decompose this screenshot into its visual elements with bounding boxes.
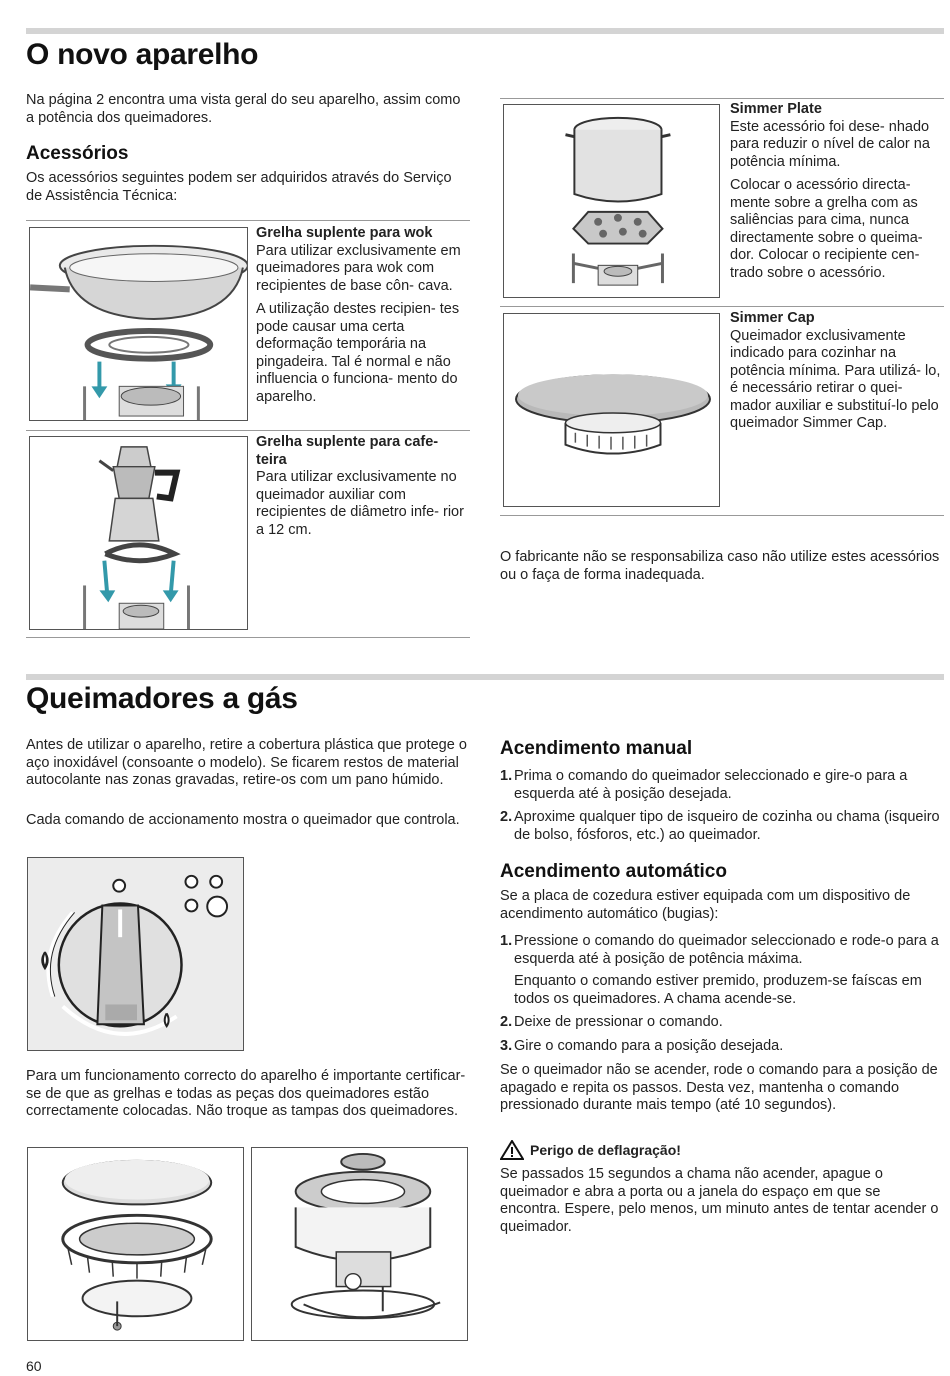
section-rule-gas [26,674,944,680]
auto-step-1: 1. Pressione o comando do queimador seleccionado e rode-o para a esquerda até à posição de potência máxima. Enquanto o comando estiver premido, produzem-se faíscas em todos os queimadores. A chama acende-se. [500,933,939,1007]
wok-grate-illustration [29,227,248,421]
wok-text-1: Para utilizar exclusivamente em queimadores para wok com recipientes de base côn- cava. [256,242,461,294]
simmer-cap-accessory [730,310,944,433]
control-knob-illustration [27,857,244,1051]
simmer-cap-illustration [503,313,720,507]
wok-text-2: A utilização destes recipien- tes pode causar uma certa deformação temporária na pingadeira. Tal é normal e não influencia o funciona- mento do aparelho. [256,301,460,405]
manual-steps [500,768,944,844]
gas-burners-title: Queimadores a gás [26,682,298,715]
wok-accessory [256,225,468,406]
intro-text: Na página 2 encontra uma vista geral do seu aparelho, assim como a potência dos queimadores. [26,92,461,126]
page-title: O novo aparelho [26,38,259,71]
coffee-accessory [256,434,468,539]
simmer-plate-illustration [503,104,720,298]
coffee-text-1: Para utilizar exclusivamente no queimador auxiliar com recipientes de diâmetro infe- rior a 12 cm. [256,469,464,538]
coffee-title: Grelha suplente para cafe- teira [256,434,439,468]
section-rule-top [26,28,944,34]
accessories-heading: Acessórios [26,143,129,164]
divider [26,430,470,431]
auto-step-2: 2. Deixe de pressionar o comando. [500,1014,723,1030]
accessories-text: Os acessórios seguintes podem ser adquiridos através do Serviço de Assistência Técnica: [26,170,452,204]
auto-ignition-heading: Acendimento automático [500,861,727,882]
warning-text: Se passados 15 segundos a chama não acender, apague o queimador e abra a porta ou a janela do espaço em que se encontra. Espere, pelo menos, um minuto antes de tentar acender o queimador. [500,1166,939,1235]
simmer-plate-accessory [730,101,944,282]
simmer-plate-text-1: Este acessório foi dese- nhado para reduzir o nível de calor na potência mínima. [730,118,930,170]
disclaimer-text: O fabricante não se responsabiliza caso não utilize estes acessórios ou o faça de forma inadequada. [500,549,940,583]
gas-intro-2: Cada comando de accionamento mostra o queimador que controla. [26,812,460,828]
gas-intro-3: Para um funcionamento correcto do aparelho é importante certificar-se de que as grelhas e todas as peças dos queimadores estão correctamente colocadas. Não troque as tampas dos queimadores. [26,1068,466,1119]
wok-title: Grelha suplente para wok [256,225,433,241]
manual-step-2: 2. Aproxime qualquer tipo de isqueiro de cozinha ou chama (isqueiro de bolso, fósforos, etc.) ao queimador. [500,809,940,843]
warning-triangle-icon [500,1140,524,1160]
auto-intro: Se a placa de cozedura estiver equipada com um dispositivo de acendimento automático (bugias): [500,888,911,922]
divider [500,515,944,516]
divider [500,98,944,99]
divider [26,220,470,221]
divider [500,306,944,307]
page-number: 60 [26,1358,42,1374]
burner-parts-illustration-2 [251,1147,468,1341]
auto-note: Se o queimador não se acender, rode o comando para a posição de apagado e repita os passos. Desta vez, mantenha o comando pressionado durante mais tempo (até 10 segundos). [500,1062,938,1113]
manual-ignition-heading: Acendimento manual [500,738,693,759]
simmer-cap-title: Simmer Cap [730,310,815,326]
burner-parts-illustration-1 [27,1147,244,1341]
warning-heading: Perigo de deflagração! [500,1140,681,1160]
simmer-plate-title: Simmer Plate [730,101,822,117]
auto-steps [500,933,944,1055]
auto-step-3: 3. Gire o comando para a posição desejada. [500,1037,784,1054]
simmer-plate-text-2: Colocar o acessório directa- mente sobre a grelha com as saliências para cima, nunca directamente sobre o queima- dor. Colocar o recipiente cen- trado sobre o acessório. [730,177,923,281]
coffee-grate-illustration [29,436,248,630]
gas-intro-1: Antes de utilizar o aparelho, retire a cobertura plástica que protege o aço inoxidável (consoante o modelo). Se ficarem restos de material autocolante nas zonas gravadas, retire-os com um pano húmido. [26,737,467,788]
simmer-cap-text-1: Queimador exclusivamente indicado para cozinhar na potência mínima. Para utilizá- lo, é necessário retirar o quei- mador auxiliar e substituí-lo pelo queimador Simmer Cap. [730,327,941,431]
manual-step-1: 1. Prima o comando do queimador seleccionado e gire-o para a esquerda até à posição desejada. [500,768,908,802]
divider [26,637,470,638]
